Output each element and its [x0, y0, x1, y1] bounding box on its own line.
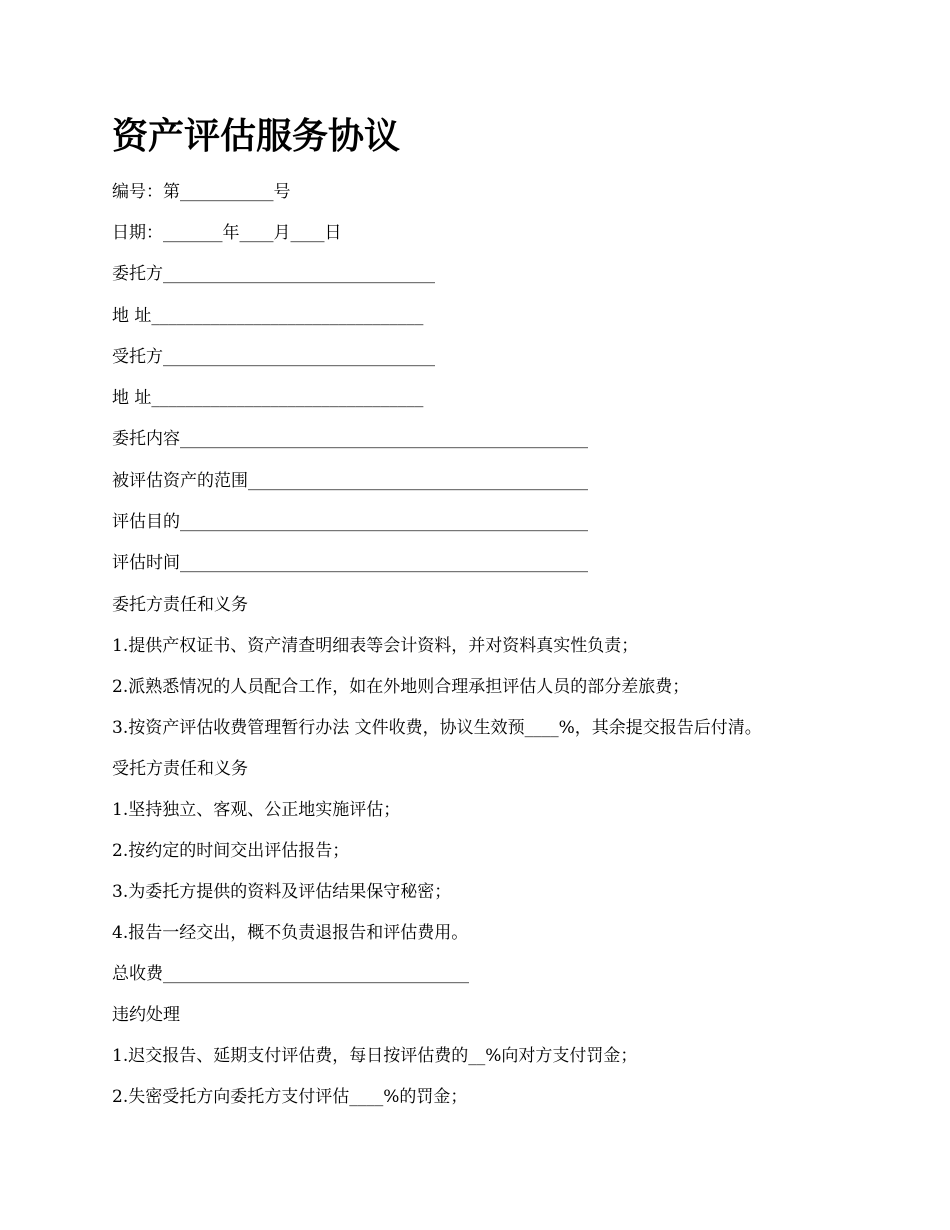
date-line: 日期：_______年____月____日	[112, 223, 342, 243]
entrusted-content-line: 委托内容________________________________________________	[112, 429, 588, 449]
client-duty-item: 3.按资产评估收费管理暂行办法 文件收费，协议生效预____%，其余提交报告后付清。	[112, 718, 762, 738]
breach-item: 1.迟交报告、延期支付评估费，每日按评估费的__%向对方支付罚金；	[112, 1046, 638, 1066]
trustee-duty-item: 2.按约定的时间交出评估报告；	[112, 841, 350, 861]
total-fee-line: 总收费____________________________________	[112, 964, 469, 984]
breach-heading: 违约处理	[112, 1005, 180, 1025]
client-duty-item: 2.派熟悉情况的人员配合工作，如在外地则合理承担评估人员的部分差旅费；	[112, 677, 690, 697]
trustee-address-line: 地 址________________________________	[112, 388, 424, 408]
document-title: 资产评估服务协议	[112, 115, 401, 157]
asset-scope-line: 被评估资产的范围________________________________________	[112, 471, 588, 491]
trustee-duty-item: 4.报告一经交出，概不负责退报告和评估费用。	[112, 923, 469, 943]
trustee-duty-item: 1.坚持独立、客观、公正地实施评估；	[112, 800, 401, 820]
trustee-line: 受托方________________________________	[112, 347, 435, 367]
trustee-duty-item: 3.为委托方提供的资料及评估结果保守秘密；	[112, 882, 452, 902]
contract-number-line: 编号：第___________号	[112, 182, 291, 202]
client-line: 委托方________________________________	[112, 264, 435, 284]
assessment-purpose-line: 评估目的________________________________________________	[112, 512, 588, 532]
trustee-duties-heading: 受托方责任和义务	[112, 759, 248, 779]
client-duty-item: 1.提供产权证书、资产清查明细表等会计资料，并对资料真实性负责；	[112, 636, 639, 656]
client-duties-heading: 委托方责任和义务	[112, 595, 248, 615]
breach-item: 2.失密受托方向委托方支付评估____%的罚金；	[112, 1087, 468, 1107]
client-address-line: 地 址________________________________	[112, 306, 424, 326]
assessment-time-line: 评估时间________________________________________________	[112, 553, 588, 573]
